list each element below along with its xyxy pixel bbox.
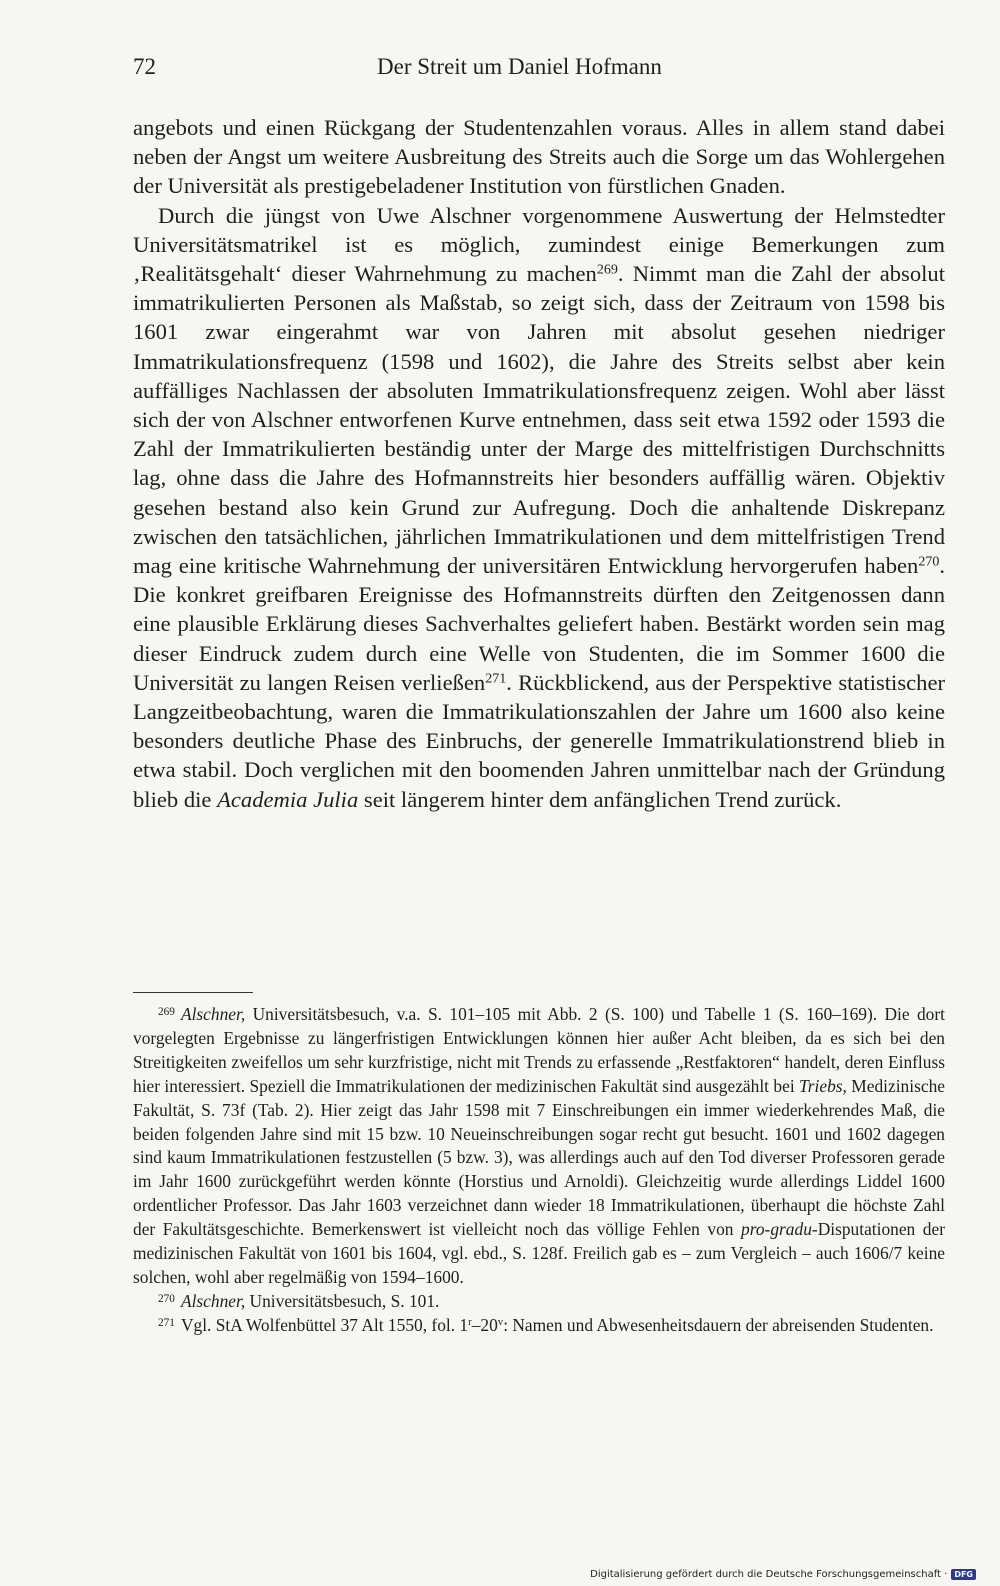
digitization-text: Digitalisierung gefördert durch die Deutsche Forschungsgemeinschaft · <box>590 1569 948 1580</box>
footnotes <box>133 1003 945 1338</box>
footnote-ref-269[interactable]: 269 <box>596 262 618 278</box>
footnote-text: : Namen und Abwesenheitsdauern der abreisenden Studenten. <box>503 1314 934 1335</box>
paragraph-2-part-d: . Rückblickend, aus der Perspektive statistischer Langzeitbeobachtung, waren die Immatrikulationszahlen der Jahre um 1600 also keine besonders deutliche Phase des Einbruchs, der generelle Immatrikulationstrend blieb in etwa stabil. Doch verglichen mit den boomenden Jahren unmittelbar nach der Gründung blieb die <box>133 669 945 812</box>
folio-recto: r <box>468 1315 472 1328</box>
footnote-number: 269 <box>158 1005 175 1018</box>
footnote-271 <box>133 1314 945 1338</box>
dfg-logo: DFG <box>951 1569 976 1580</box>
footnote-italic: pro-gradu- <box>741 1219 818 1240</box>
footnote-author: Alschner, <box>180 1004 246 1024</box>
paragraph-2-part-c: . Die konkret greifbaren Ereignisse des Hofmannstreits dürften den Zeitgenossen dann eine plausible Erklärung dieses Sachverhaltes geliefert haben. Bestärkt worden sein mag dieser Eindruck zudem durch eine Welle von Studenten, die im Sommer 1600 die Universität zu langen Reisen verließen <box>133 553 945 695</box>
footnote-author: Triebs, <box>799 1075 847 1096</box>
footnote-author: Alschner, <box>180 1290 246 1311</box>
running-head <box>133 52 945 82</box>
footnote-text: Disputationen der medizinischen Fakultät von 1601 bis 1604, vgl. ebd., S. 128f. Freilich gab es – zum Vergleich – auch 1606/7 keine solchen, wohl aber regelmäßig von 1594–1600. <box>133 1219 945 1287</box>
page-number: 72 <box>133 54 156 79</box>
digitization-note <box>590 1569 976 1580</box>
footnote-270 <box>133 1290 945 1314</box>
body-text <box>133 113 945 814</box>
paragraph-2 <box>133 201 945 814</box>
footnote-269 <box>133 1003 945 1290</box>
folio-verso: v <box>497 1315 504 1328</box>
footnote-text: Medizinische Fakultät, S. 73f (Tab. 2). Hier zeigt das Jahr 1598 mit 7 Einschreibungen ein immer wiederkehrendes Maß, die beiden folgenden Jahre sind mit 15 bzw. 10 Neueinschreibungen sogar recht gut besucht. 1601 und 1602 dagegen sind kaum Immatrikulationen festzustellen (5 bzw. 3), was allerdings auch auf den Tod diverser Professoren gerade im Jahr 1600 zurückgeführt werden könnte (Horstius und Arnoldi). Gleichzeitig wurde allerdings Liddel 1600 ordentlicher Professor. Das Jahr 1603 verzeichnet dann wieder 18 Immatrikulationen, überhaupt die höchste Zahl der Fakultätsgeschichte. Bemerkenswert ist vielleicht noch das völlige Fehlen von <box>133 1075 945 1240</box>
paragraph-1: angebots und einen Rückgang der Studentenzahlen voraus. Alles in allem stand dabei neben der Angst um weitere Ausbreitung des Streits auch die Sorge um das Wohlergehen der Universität als prestigebeladener Institution von fürstlichen Gnaden. <box>133 115 945 199</box>
footnote-text: Universitätsbesuch, S. 101. <box>245 1290 440 1311</box>
footnote-number: 270 <box>158 1292 175 1305</box>
footnote-ref-270[interactable]: 270 <box>918 554 940 570</box>
footnote-number: 271 <box>158 1316 175 1329</box>
footnote-text: Universitätsbesuch, v.a. S. 101–105 mit Abb. 2 (S. 100) und Tabelle 1 (S. 160–169). Die dort vorgelegten Ergebnisse zu längerfristigen Entwicklungen können hier außer Acht bleiben, da es sich bei den Streitigkeiten zweifellos um sehr kurzfristige, nicht mit Trends zu erfassende „Restfaktoren“ handelt, deren Einfluss hier interessiert. Speziell die Immatrikulationen der medizinischen Fakultät sind ausgezählt bei <box>133 1004 945 1096</box>
footnote-ref-271[interactable]: 271 <box>485 671 507 687</box>
running-title: Der Streit um Daniel Hofmann <box>377 54 662 79</box>
footnote-text: –20 <box>471 1314 498 1335</box>
academia-julia: Academia Julia <box>217 786 359 812</box>
footnote-divider <box>133 992 253 993</box>
paragraph-2-part-b: . Nimmt man die Zahl der absolut immatrikulierten Personen als Maßstab, so zeigt sich, dass der Zeitraum von 1598 bis 1601 zwar eingerahmt war von Jahren mit absolut gesehen niedriger Immatrikulationsfrequenz (1598 und 1602), die Jahre des Streits selbst aber kein auffälliges Nachlassen der absoluten Immatrikulationsfrequenz zeigen. Wohl aber lässt sich der von Alschner entworfenen Kurve entnehmen, dass seit etwa 1592 oder 1593 die Zahl der Immatrikulierten beständig unter der Marge des mittelfristigen Durchschnitts lag, ohne dass die Jahre des Hofmannstreits hier besonders auffällig wären. Objektiv gesehen bestand also kein Grund zur Aufregung. Doch die anhaltende Diskrepanz zwischen den tatsächlichen, jährlichen Immatrikulationen und dem mittelfristigen Trend mag eine kritische Wahrnehmung der universitären Entwicklung hervorgerufen haben <box>133 261 945 579</box>
paragraph-2-part-a: Durch die jüngst von Uwe Alschner vorgenommene Auswertung der Helmstedter Universitätsmatrikel ist es möglich, zumindest einige Bemerkungen zum ‚Realitätsgehalt‘ dieser Wahrnehmung zu machen <box>133 202 945 287</box>
footnote-text: Vgl. StA Wolfenbüttel 37 Alt 1550, fol. 1 <box>180 1314 469 1335</box>
paragraph-2-part-e: seit längerem hinter dem anfänglichen Trend zurück. <box>358 786 842 812</box>
